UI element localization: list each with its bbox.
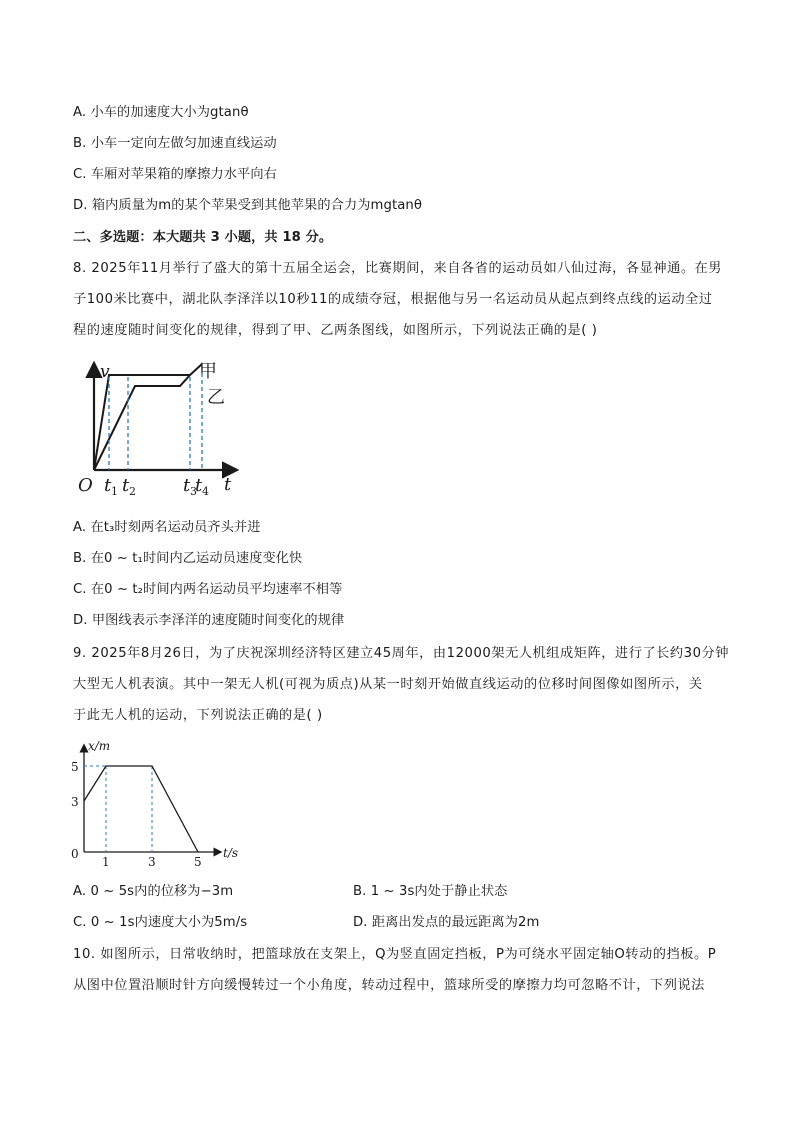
q9-option-d: D. 距离出发点的最远距离为2m [353, 915, 540, 930]
q9-option-a: A. 0 ~ 5s内的位移为−3m [73, 884, 234, 899]
q8-label-t: t [224, 474, 232, 495]
q8-label-t4: t [195, 475, 203, 496]
q9-stem-line3: 于此无人机的运动，下列说法正确的是( ) [73, 708, 323, 723]
q9-label-x1: 1 [102, 855, 110, 868]
q8-option-b: B. 在0 ~ t₁时间内乙运动员速度变化快 [73, 551, 303, 566]
q9-option-b: B. 1 ~ 3s内处于静止状态 [353, 884, 508, 899]
q7-option-d: D. 箱内质量为m的某个苹果受到其他苹果的合力为mgtanθ [73, 198, 423, 213]
q8-label-t1-sub: 1 [111, 485, 118, 498]
q9-label-y0: 0 [71, 847, 79, 861]
q9-label-x5: 5 [194, 855, 202, 868]
q9-label-y-axis: x/m [88, 739, 111, 753]
q9-stem-line2: 大型无人机表演。其中一架无人机(可视为质点)从某一时刻开始做直线运动的位移时间图像如图所示，关 [73, 677, 703, 692]
q8-label-t4-sub: 4 [202, 485, 209, 498]
q8-option-d: D. 甲图线表示李泽洋的速度随时间变化的规律 [73, 613, 345, 628]
q9-label-x3: 3 [148, 855, 156, 868]
q8-velocity-time-graph [72, 355, 252, 500]
q7-option-a: A. 小车的加速度大小为gtanθ [73, 105, 249, 120]
q8-label-t1: t [104, 475, 112, 496]
q8-label-yi: 乙 [207, 387, 225, 408]
q8-stem-line3: 程的速度随时间变化的规律，得到了甲、乙两条图线，如图所示，下列说法正确的是( ) [73, 323, 598, 338]
q8-stem-line2: 子100米比赛中，湖北队李泽洋以10秒11的成绩夺冠，根据他与另一名运动员从起点到终点线的运动全过 [73, 292, 713, 307]
section-header: 二、多选题：本大题共 3 小题，共 18 分。 [73, 230, 333, 245]
q9-label-y5: 5 [71, 760, 79, 774]
q8-label-t2-sub: 2 [129, 485, 136, 498]
q10-stem-line2: 从图中位置沿顺时针方向缓慢转过一个小角度，转动过程中，篮球所受的摩擦力均可忽略不计，下列说法 [73, 978, 705, 993]
q9-stem-line1: 9. 2025年8月26日，为了庆祝深圳经济特区建立45周年，由12000架无人机组成矩阵，进行了长约30分钟 [73, 646, 730, 661]
q8-label-t2: t [122, 475, 130, 496]
q8-option-c: C. 在0 ~ t₂时间内两名运动员平均速率不相等 [73, 582, 343, 597]
q7-option-c: C. 车厢对苹果箱的摩擦力水平向右 [73, 167, 277, 182]
q9-label-t-axis: t/s [223, 846, 239, 860]
q8-option-a: A. 在t₃时刻两名运动员齐头并进 [73, 520, 261, 535]
q9-curve [84, 766, 198, 852]
q8-label-jia: 甲 [199, 361, 217, 382]
q8-label-origin: O [78, 475, 93, 496]
q8-stem-line1: 8. 2025年11月举行了盛大的第十五届全运会，比赛期间，来自各省的运动员如八仙过海，各显神通。在男 [73, 261, 723, 276]
q9-option-c: C. 0 ~ 1s内速度大小为5m/s [73, 915, 248, 930]
q9-position-time-graph [66, 736, 250, 868]
q10-stem-line1: 10. 如图所示，日常收纳时，把篮球放在支架上，Q为竖直固定挡板，P为可绕水平固定轴O转动的挡板。P [73, 947, 717, 962]
q9-label-y3: 3 [71, 795, 79, 809]
q8-label-t3-sub: 3 [190, 485, 197, 498]
q7-option-b: B. 小车一定向左做匀加速直线运动 [73, 136, 277, 151]
q8-label-v: v [100, 362, 110, 382]
q8-label-t3: t [183, 475, 191, 496]
